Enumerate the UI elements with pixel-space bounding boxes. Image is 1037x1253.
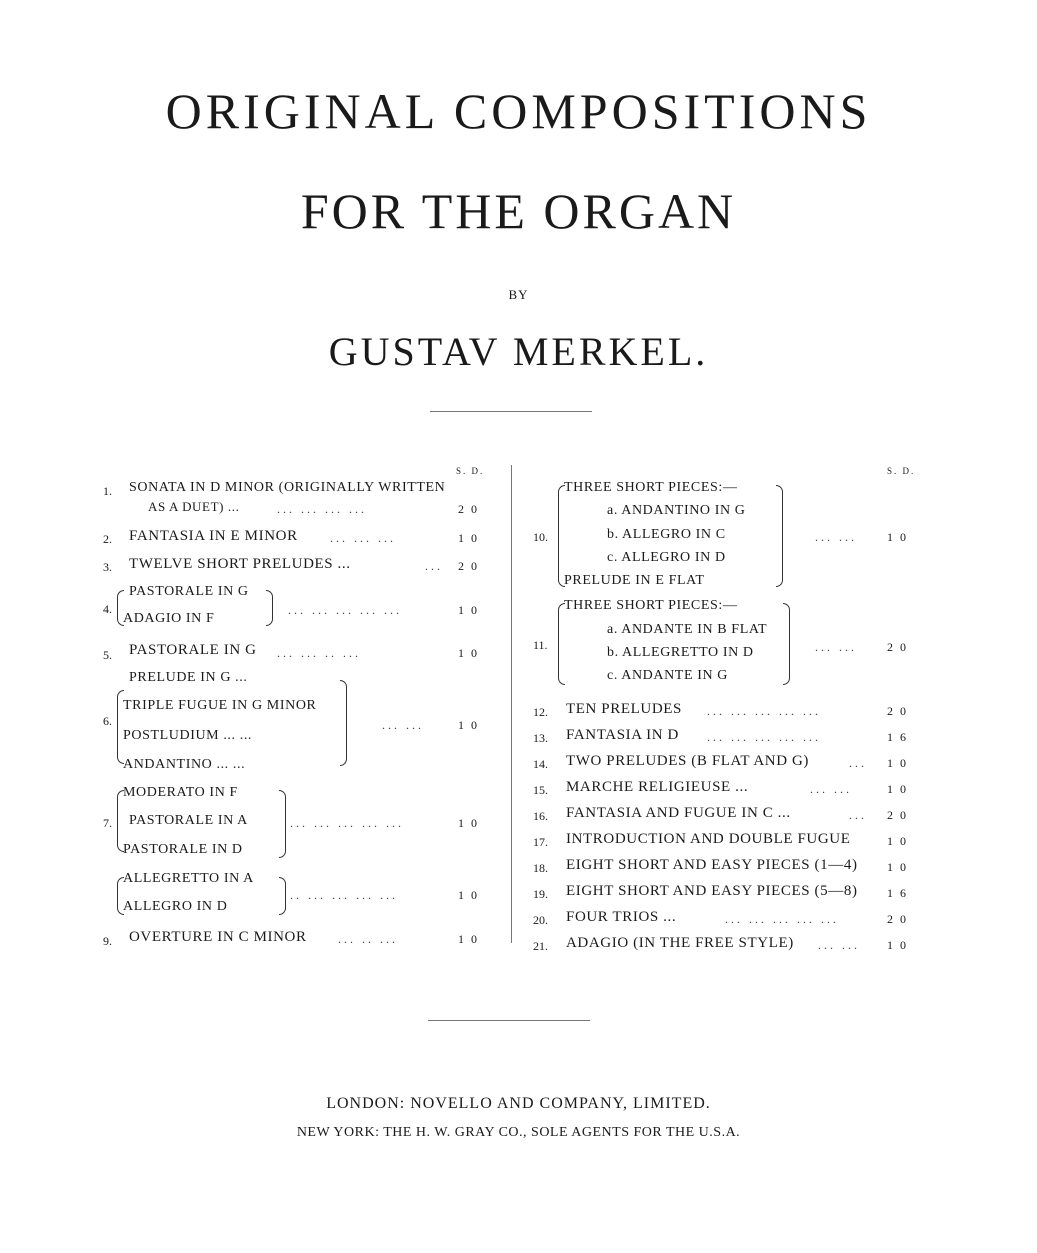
leader-dots: ... ... ... ... ... — [707, 730, 821, 744]
item-price: 1 0 — [887, 834, 908, 848]
item-price: 1 6 — [887, 730, 908, 744]
leader-dots: ... ... ... ... ... — [290, 816, 404, 830]
item-title: ALLEGRETTO IN A — [123, 871, 254, 886]
item-subtitle: a. ANDANTE IN B FLAT — [607, 622, 768, 637]
item-title: ADAGIO IN F — [123, 611, 215, 626]
item-price: 2 0 — [458, 502, 479, 516]
leader-dots: ... ... — [815, 640, 857, 654]
right-currency-header: S. D. — [887, 466, 916, 476]
right-brace — [340, 680, 347, 766]
top-divider — [430, 411, 592, 412]
item-price: 1 0 — [458, 531, 479, 545]
leader-dots: ... ... ... ... — [277, 502, 367, 516]
item-price: 1 0 — [458, 718, 479, 732]
item-number: 18. — [533, 861, 548, 875]
leader-dots: .. ... ... ... ... — [290, 888, 398, 902]
page-subtitle: FOR THE ORGAN — [300, 183, 737, 239]
item-title: PASTORALE IN G — [129, 642, 257, 658]
item-price: 1 0 — [887, 860, 908, 874]
item-title: ALLEGRO IN D — [123, 899, 228, 914]
item-number: 13. — [533, 731, 548, 745]
item-number: 19. — [533, 887, 548, 901]
by-line: BY — [508, 287, 529, 302]
item-price: 2 0 — [887, 640, 908, 654]
leader-dots: ... — [849, 756, 867, 770]
item-price: 1 0 — [458, 603, 479, 617]
item-title: ADAGIO (IN THE FREE STYLE) — [566, 935, 794, 951]
item-title: EIGHT SHORT AND EASY PIECES (1—4) — [566, 857, 858, 873]
right-brace — [279, 877, 286, 915]
item-title: THREE SHORT PIECES:— — [564, 480, 738, 495]
item-title: ANDANTINO ... ... — [123, 757, 246, 772]
item-title: EIGHT SHORT AND EASY PIECES (5—8) — [566, 883, 858, 899]
item-price: 2 0 — [458, 559, 479, 573]
item-subtitle: c. ALLEGRO IN D — [607, 550, 726, 565]
item-price: 1 0 — [887, 938, 908, 952]
column-divider — [511, 465, 512, 943]
item-number: 17. — [533, 835, 548, 849]
item-subtitle: a. ANDANTINO IN G — [607, 503, 746, 518]
item-title: SONATA IN D MINOR (ORIGINALLY WRITTEN — [129, 480, 446, 495]
item-number: 2. — [103, 532, 112, 546]
item-number: 5. — [103, 648, 112, 662]
item-title: MODERATO IN F — [123, 785, 238, 800]
item-number: 16. — [533, 809, 548, 823]
item-title: FANTASIA IN D — [566, 727, 679, 743]
composer-name: GUSTAV MERKEL. — [328, 329, 709, 374]
item-number: 12. — [533, 705, 548, 719]
item-title: PRELUDE IN E FLAT — [564, 573, 705, 588]
item-title: TEN PRELUDES — [566, 701, 682, 717]
item-number: 15. — [533, 783, 548, 797]
item-number: 20. — [533, 913, 548, 927]
item-title: MARCHE RELIGIEUSE ... — [566, 779, 749, 795]
leader-dots: ... ... ... ... ... — [707, 704, 821, 718]
item-subtitle: b. ALLEGRO IN C — [607, 527, 726, 542]
item-price: 2 0 — [887, 912, 908, 926]
leader-dots: ... ... ... ... ... — [288, 603, 402, 617]
item-title: PRELUDE IN G ... — [129, 670, 248, 685]
item-number: 11. — [533, 638, 548, 652]
item-price: 1 0 — [458, 888, 479, 902]
item-number: 7. — [103, 816, 112, 830]
agent-imprint: NEW YORK: THE H. W. GRAY CO., SOLE AGENTS FOR THE U.S.A. — [296, 1125, 741, 1140]
right-brace — [266, 590, 273, 626]
bottom-divider — [428, 1020, 590, 1021]
item-number: 9. — [103, 934, 112, 948]
item-title: POSTLUDIUM ... ... — [123, 728, 253, 743]
leader-dots: ... ... ... — [330, 531, 396, 545]
item-title: THREE SHORT PIECES:— — [564, 598, 738, 613]
leader-dots: ... ... — [815, 530, 857, 544]
right-brace — [783, 603, 790, 685]
item-title: OVERTURE IN C MINOR — [129, 929, 307, 945]
item-title: TWELVE SHORT PRELUDES ... — [129, 556, 351, 572]
item-title: FANTASIA IN E MINOR — [129, 528, 298, 544]
item-title: TWO PRELUDES (B FLAT AND G) — [566, 753, 810, 769]
leader-dots: ... ... — [382, 718, 424, 732]
item-number: 3. — [103, 560, 112, 574]
item-subtitle: c. ANDANTE IN G — [607, 668, 728, 683]
item-price: 1 0 — [887, 756, 908, 770]
publisher-imprint: LONDON: NOVELLO AND COMPANY, LIMITED. — [326, 1095, 711, 1112]
item-title: INTRODUCTION AND DOUBLE FUGUE — [566, 831, 851, 847]
item-title-continued: AS A DUET) ... — [148, 499, 240, 514]
leader-dots: ... — [425, 559, 443, 573]
item-price: 1 0 — [887, 530, 908, 544]
leader-dots: ... ... .. ... — [277, 646, 361, 660]
leader-dots: ... ... — [818, 938, 860, 952]
item-title: FANTASIA AND FUGUE IN C ... — [566, 805, 791, 821]
item-number: 10. — [533, 530, 548, 544]
item-title: FOUR TRIOS ... — [566, 909, 677, 925]
item-price: 2 0 — [887, 704, 908, 718]
item-price: 1 0 — [458, 932, 479, 946]
item-number: 21. — [533, 939, 548, 953]
item-subtitle: b. ALLEGRETTO IN D — [607, 645, 754, 660]
item-price: 1 0 — [458, 816, 479, 830]
item-title: PASTORALE IN A — [129, 813, 248, 828]
leader-dots: ... .. ... — [338, 932, 398, 946]
item-number: 1. — [103, 484, 112, 498]
item-price: 2 0 — [887, 808, 908, 822]
item-price: 1 0 — [887, 782, 908, 796]
item-title: PASTORALE IN G — [129, 584, 249, 599]
item-price: 1 0 — [458, 646, 479, 660]
item-price: 1 6 — [887, 886, 908, 900]
left-currency-header: S. D. — [456, 466, 485, 476]
item-number: 6. — [103, 714, 112, 728]
item-title: TRIPLE FUGUE IN G MINOR — [123, 698, 317, 713]
left-brace — [558, 485, 565, 587]
page-title: ORIGINAL COMPOSITIONS — [165, 83, 872, 139]
leader-dots: ... — [849, 808, 867, 822]
item-number: 4. — [103, 602, 112, 616]
leader-dots: ... ... — [810, 782, 852, 796]
left-brace — [558, 603, 565, 685]
item-title: PASTORALE IN D — [123, 842, 243, 857]
leader-dots: ... ... ... ... ... — [725, 912, 839, 926]
right-brace — [279, 790, 286, 858]
item-number: 14. — [533, 757, 548, 771]
right-brace — [776, 485, 783, 587]
